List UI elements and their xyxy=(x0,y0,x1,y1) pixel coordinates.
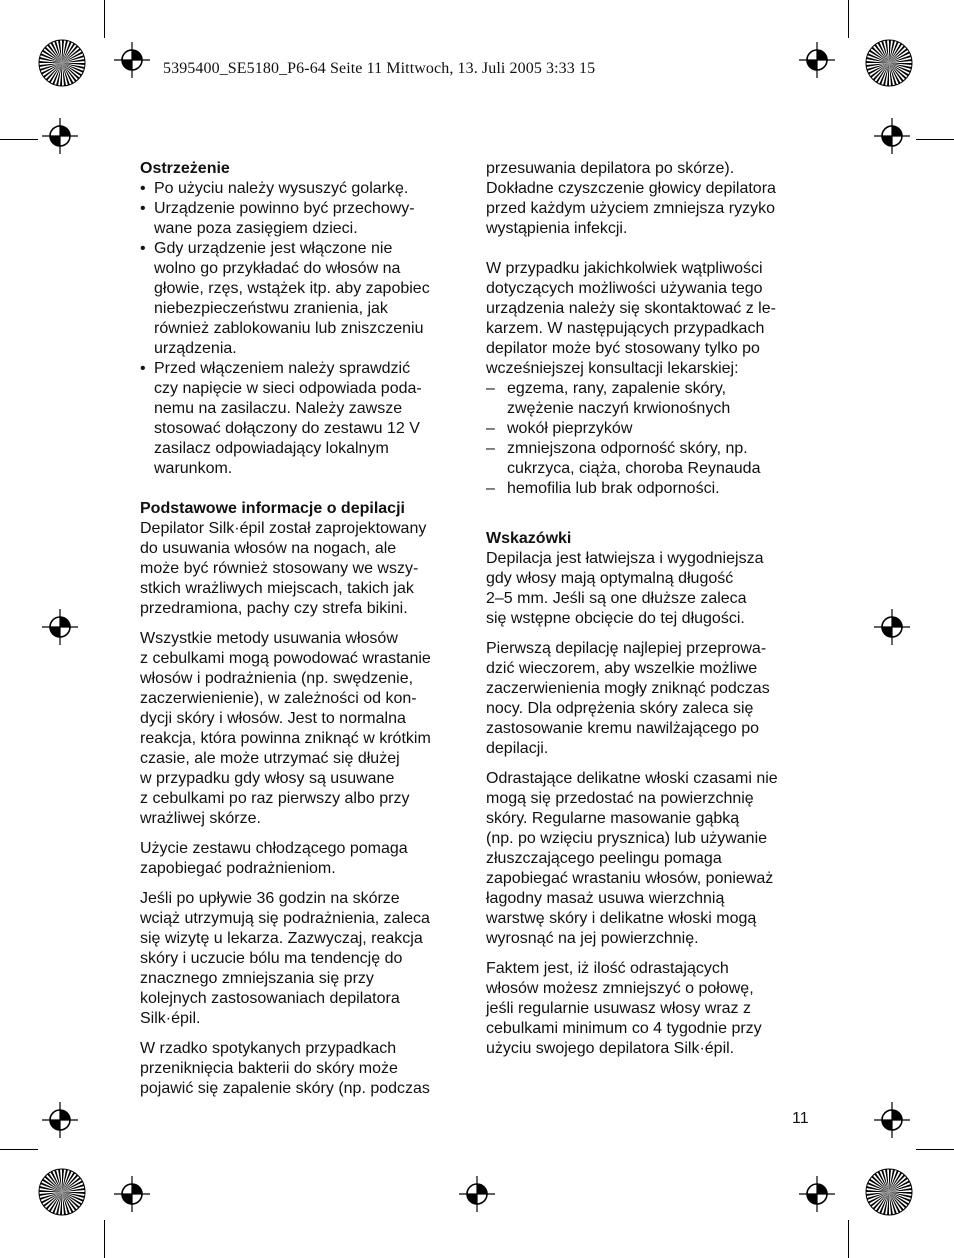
text-line: przed każdym użyciem zmniejsza ryzyko xyxy=(486,200,775,217)
text-line: wrażliwej skórze. xyxy=(140,810,261,827)
paragraph xyxy=(486,639,826,759)
text-line: wolno go przykładać do włosów na xyxy=(154,260,401,277)
paragraph xyxy=(486,959,826,1059)
list-marker: – xyxy=(486,480,495,497)
section-heading: Wskazówki xyxy=(486,530,572,547)
text-line: egzema, rany, zapalenie skóry, xyxy=(507,380,727,397)
list-item xyxy=(486,439,826,479)
list-marker: – xyxy=(486,440,495,457)
list-item xyxy=(140,359,475,479)
text-line: Odrastające delikatne włoski czasami nie xyxy=(486,770,778,787)
text-line: nemu na zasilaczu. Należy zawsze xyxy=(154,400,403,417)
text-line: użyciu swojego depilatora Silk·épil. xyxy=(486,1040,735,1057)
text-line: zasilacz odpowiadający lokalnym xyxy=(154,440,389,457)
text-line: wcześniejszej konsultacji lekarskiej: xyxy=(486,360,739,377)
text-line: mogą się przedostać na powierzchnię xyxy=(486,790,754,807)
text-line: depilator może być stosowany tylko po xyxy=(486,340,760,357)
text-line: znacznego zmniejszania się przy xyxy=(140,970,374,987)
continuation-paragraph xyxy=(486,159,826,239)
doubts-section xyxy=(486,259,826,499)
text-line: zaczerwienienie), w zależności od kon- xyxy=(140,690,417,707)
text-line: Po użyciu należy wysuszyć golarkę. xyxy=(154,180,409,197)
tips-section xyxy=(486,529,826,1059)
starburst-mark-icon xyxy=(39,40,85,86)
crop-line xyxy=(848,0,849,38)
text-line: zwężenie naczyń krwionośnych xyxy=(507,400,731,417)
basics-section xyxy=(140,499,475,1099)
text-line: wyrosnąć na jej powierzchnię. xyxy=(486,930,699,947)
text-line: Pierwszą depilację najlepiej przeprowa- xyxy=(486,640,767,657)
crop-line xyxy=(916,139,954,140)
text-line: zaczerwienienia mogły zniknąć podczas xyxy=(486,680,770,697)
paragraph xyxy=(486,769,826,949)
right-column xyxy=(486,159,826,1069)
text-line: przeniknięcia bakterii do skóry może xyxy=(140,1060,398,1077)
text-line: łagodny masaż usuwa wierzchnią xyxy=(486,890,725,907)
text-line: pojawić się zapalenie skóry (np. podczas xyxy=(140,1080,430,1097)
starburst-mark-icon xyxy=(866,40,912,86)
list-item xyxy=(140,179,475,199)
warning-list xyxy=(140,179,475,479)
list-marker: • xyxy=(140,200,146,217)
text-line: Urządzenie powinno być przechowy- xyxy=(154,200,415,217)
text-line: cukrzyca, ciąża, choroba Reynauda xyxy=(507,460,761,477)
paragraph xyxy=(140,839,475,879)
crop-line xyxy=(916,1149,954,1150)
text-line: do usuwania włosów na nogach, ale xyxy=(140,540,397,557)
text-line: Wszystkie metody usuwania włosów xyxy=(140,630,398,647)
text-line: czy napięcie w sieci odpowiada poda- xyxy=(154,380,422,397)
text-line: zapobiegać wrastaniu włosów, ponieważ xyxy=(486,870,774,887)
paragraph xyxy=(140,1039,475,1099)
text-line: stkich wrażliwych miejscach, takich jak xyxy=(140,580,414,597)
list-item xyxy=(140,239,475,359)
text-line: w przypadku gdy włosy są usuwane xyxy=(140,770,395,787)
text-line: głowie, rzęs, wstążek itp. aby zapobiec xyxy=(154,280,430,297)
paragraph xyxy=(140,889,475,1029)
text-line: dycji skóry i włosów. Jest to normalna xyxy=(140,710,406,727)
text-line: Dokładne czyszczenie głowicy depilatora xyxy=(486,180,776,197)
text-line: przesuwania depilatora po skórze). xyxy=(486,160,735,177)
tips-paragraphs xyxy=(486,549,826,1059)
crop-line xyxy=(848,1220,849,1258)
paragraph xyxy=(140,519,475,619)
text-line: karzem. W następujących przypadkach xyxy=(486,320,765,337)
list-item xyxy=(140,199,475,239)
doubts-paragraph xyxy=(486,259,826,379)
text-line: również zablokowaniu lub zniszczeniu xyxy=(154,320,424,337)
text-line: W przypadku jakichkolwiek wątpliwości xyxy=(486,260,763,277)
crop-line xyxy=(104,1220,105,1258)
text-line: włosów możesz zmniejszyć o połowę, xyxy=(486,980,754,997)
warning-section xyxy=(140,159,475,479)
crop-line xyxy=(0,1149,38,1150)
list-item xyxy=(486,419,826,439)
starburst-mark-icon xyxy=(39,1169,85,1215)
list-marker: – xyxy=(486,420,495,437)
text-line: zapobiegać podrażnieniom. xyxy=(140,860,336,877)
file-info-header: 5395400_SE5180_P6-64 Seite 11 Mittwoch, 13. Juli 2005 3:33 15 xyxy=(163,60,596,77)
text-line: wciąż utrzymują się podrażnienia, zaleca xyxy=(140,910,430,927)
text-line: zmniejszona odporność skóry, np. xyxy=(507,440,748,457)
text-line: hemofilia lub brak odporności. xyxy=(507,480,720,497)
text-line: Faktem jest, iż ilość odrastających xyxy=(486,960,729,977)
text-line: wane poza zasięgiem dzieci. xyxy=(154,220,358,237)
text-line: zastosowanie kremu nawilżającego po xyxy=(486,720,760,737)
text-line: Użycie zestawu chłodzącego pomaga xyxy=(140,840,408,857)
text-line: W rzadko spotykanych przypadkach xyxy=(140,1040,397,1057)
list-item xyxy=(486,379,826,419)
list-marker: – xyxy=(486,380,495,397)
text-line: czasie, ale może utrzymać się dłużej xyxy=(140,750,400,767)
text-line: Jeśli po upływie 36 godzin na skórze xyxy=(140,890,400,907)
list-marker: • xyxy=(140,240,146,257)
text-line: skóry i uczucie bólu ma tendencję do xyxy=(140,950,403,967)
text-line: z cebulkami mogą powodować wrastanie xyxy=(140,650,431,667)
text-line: warunkom. xyxy=(154,460,233,477)
list-marker: • xyxy=(140,360,146,377)
text-line: Gdy urządzenie jest włączone nie xyxy=(154,240,393,257)
text-line: Silk·épil. xyxy=(140,1010,201,1027)
text-line: Przed włączeniem należy sprawdzić xyxy=(154,360,411,377)
text-line: dotyczących możliwości używania tego xyxy=(486,280,763,297)
list-item xyxy=(486,479,826,499)
text-line: skóry. Regularne masowanie gąbką xyxy=(486,810,740,827)
section-heading: Podstawowe informacje o depilacji xyxy=(140,500,405,517)
text-line: się wstępne obcięcie do tej długości. xyxy=(486,610,745,627)
paragraph xyxy=(140,629,475,829)
text-line: przedramiona, pachy czy strefa bikini. xyxy=(140,600,408,617)
text-line: depilacji. xyxy=(486,740,549,757)
text-line: nocy. Dla odprężenia skóry zaleca się xyxy=(486,700,754,717)
text-line: urządzenia. xyxy=(154,340,237,357)
text-line: stosować dołączony do zestawu 12 V xyxy=(154,420,420,437)
text-line: złuszczającego peelingu pomaga xyxy=(486,850,722,867)
basics-paragraphs xyxy=(140,519,475,1099)
text-line: warstwę skóry i delikatne włoski mogą xyxy=(486,910,757,927)
section-heading: Ostrzeżenie xyxy=(140,160,230,177)
text-line: wokół pieprzyków xyxy=(507,420,633,437)
text-line: urządzenia należy się skontaktować z le- xyxy=(486,300,776,317)
paragraph xyxy=(486,549,826,629)
text-line: 2–5 mm. Jeśli są one dłuższe zaleca xyxy=(486,590,747,607)
text-line: niebezpieczeństwu zranienia, jak xyxy=(154,300,388,317)
text-line: może być również stosowany we wszy- xyxy=(140,560,419,577)
text-line: (np. po wzięciu prysznica) lub używanie xyxy=(486,830,768,847)
crop-line xyxy=(0,139,38,140)
text-line: Depilator Silk·épil został zaprojektowany xyxy=(140,520,427,537)
text-line: włosów i podrażnienia (np. swędzenie, xyxy=(140,670,414,687)
text-line: Depilacja jest łatwiejsza i wygodniejsza xyxy=(486,550,764,567)
left-column xyxy=(140,159,475,1109)
page-number: 11 xyxy=(792,1110,809,1127)
text-line: dzić wieczorem, aby wszelkie możliwe xyxy=(486,660,758,677)
text-line: wystąpienia infekcji. xyxy=(486,220,628,237)
text-line: się wizytę u lekarza. Zazwyczaj, reakcja xyxy=(140,930,423,947)
text-line: kolejnych zastosowaniach depilatora xyxy=(140,990,400,1007)
crop-line xyxy=(104,0,105,38)
text-line: z cebulkami po raz pierwszy albo przy xyxy=(140,790,410,807)
list-marker: • xyxy=(140,180,146,197)
text-line: gdy włosy mają optymalną długość xyxy=(486,570,734,587)
text-line: jeśli regularnie usuwasz włosy wraz z xyxy=(486,1000,751,1017)
starburst-mark-icon xyxy=(866,1169,912,1215)
conditions-list xyxy=(486,379,826,499)
text-line: reakcja, która powinna zniknąć w krótkim xyxy=(140,730,431,747)
text-line: cebulkami minimum co 4 tygodnie przy xyxy=(486,1020,762,1037)
